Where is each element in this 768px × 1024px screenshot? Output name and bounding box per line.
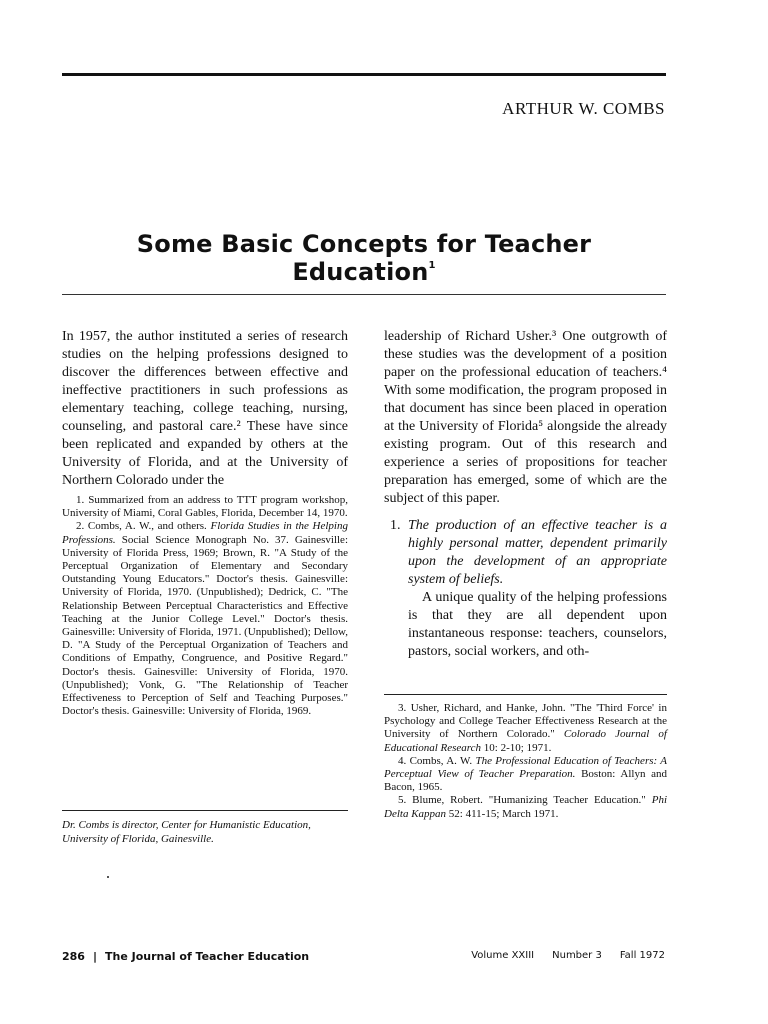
left-column bbox=[62, 328, 348, 718]
note-separator bbox=[62, 810, 348, 811]
right-footnotes bbox=[384, 702, 667, 821]
footnote-2-rest: Social Science Monograph No. 37. Gainesville: University of Florida Press, 1969; Brown, R. "A Study of the Perceptual Organization of Elementary and Secondary Outstanding Young Educators." Doctor's thesis. Gainesville: University of Florida, 1970. (Unpublished); Dedrick, C. "The Relationship Between Perceptual Characteristics and Effective Teaching at the Junior College Level." Doctor's thesis. Gainesville: University of Florida, 1971. (Unpublished); Dellow, D. "A Study of the Perceptual Organization of Teachers and Conditions of Empathy, Congruence, and Positive Regard." Doctor's thesis. Gainesville: University of Florida, 1970. (Unpublished); Vonk, G. "The Relationship of Teacher Effectiveness to Perception of Self and Teaching Purposes." Doctor's thesis. Gainesville: University of Florida, 1969. bbox=[62, 533, 348, 718]
footnote-3-journal: Colorado Journal of Educational Research bbox=[384, 728, 667, 754]
footnote-5-journal: Phi Delta Kappan bbox=[384, 794, 667, 820]
stray-mark bbox=[107, 876, 109, 878]
article-title bbox=[62, 230, 666, 286]
footnote-2-title: Florida Studies in the Helping Professions. bbox=[62, 520, 348, 546]
footnote-5 bbox=[384, 794, 667, 820]
footnote-1: 1. Summarized from an address to TTT program workshop, University of Miami, Coral Gables, Florida, December 14, 1970. bbox=[62, 494, 348, 520]
title-footnote-ref: 1 bbox=[428, 260, 436, 271]
top-rule bbox=[62, 73, 666, 76]
proposition-number: 1. bbox=[390, 518, 401, 533]
author-note: Dr. Combs is director, Center for Humanistic Education, University of Florida, Gainesville. bbox=[62, 819, 311, 845]
footer-right bbox=[471, 950, 665, 961]
footnote-4 bbox=[384, 755, 667, 795]
footnote-4-part: 4. Combs, A. W. bbox=[398, 754, 476, 767]
issue-date: Fall 1972 bbox=[619, 950, 665, 961]
footnote-5-part: 5. Blume, Robert. "Humanizing Teacher Education." bbox=[398, 794, 652, 807]
right-column bbox=[384, 328, 667, 661]
title-rule bbox=[62, 294, 666, 295]
proposition-text: The production of an effective teacher is a highly personal matter, dependent primarily upon the development of an appropriate system of beliefs. bbox=[408, 518, 667, 587]
footnote-3-part: 3. Usher, Richard, and Hanke, John. "The 'Third Force' in Psychology and College Teacher Effectiveness Research at the University of Northern Colorado." bbox=[384, 702, 667, 741]
left-body-text: In 1957, the author instituted a series of research studies on the helping professions designed to discover the differences between effective and ineffective practitioners in such professions as elementary teaching, college teaching, nursing, counseling, and pastoral care.² These have since been replicated and expanded by others at the University of Florida, and at the University of Northern Colorado under the bbox=[62, 329, 348, 488]
page-number: 286 bbox=[62, 950, 85, 963]
footer-separator: | bbox=[92, 950, 97, 963]
journal-name: The Journal of Teacher Education bbox=[105, 950, 310, 963]
title-text: Some Basic Concepts for Teacher Education bbox=[136, 230, 592, 286]
footnote-2 bbox=[62, 520, 348, 718]
footnote-4-rest: Boston: Allyn and Bacon, 1965. bbox=[384, 768, 667, 794]
footnote-2-part: 2. Combs, A. W., and others. bbox=[76, 520, 211, 533]
proposition-1 bbox=[384, 517, 667, 589]
author-name: ARTHUR W. COMBS bbox=[502, 99, 665, 118]
right-body-text: leadership of Richard Usher.³ One outgrowth of these studies was the development of a position paper on the professional education of teachers.⁴ With some modification, the program proposed in that document has since been placed in operation at the University of Florida⁵ alongside the already existing program. Out of this research and experience a series of propositions for teacher preparation has emerged, some of which are the subject of this paper. bbox=[384, 329, 667, 506]
footnote-4-title: The Professional Education of Teachers: A Perceptual View of Teacher Preparation. bbox=[384, 754, 667, 781]
footnote-separator bbox=[384, 694, 667, 695]
footer-left bbox=[62, 950, 309, 963]
footnote-3 bbox=[384, 702, 667, 755]
footnote-3-rest: 10: 2-10; 1971. bbox=[481, 741, 552, 754]
footnote-5-rest: 52: 411-15; March 1971. bbox=[446, 807, 559, 820]
volume: Volume XXIII bbox=[471, 950, 535, 961]
proposition-follow-text: A unique quality of the helping professions is that they are all dependent upon instantaneous response: teachers, counselors, pastors, social workers, and oth- bbox=[408, 590, 667, 659]
issue-number: Number 3 bbox=[552, 950, 602, 961]
